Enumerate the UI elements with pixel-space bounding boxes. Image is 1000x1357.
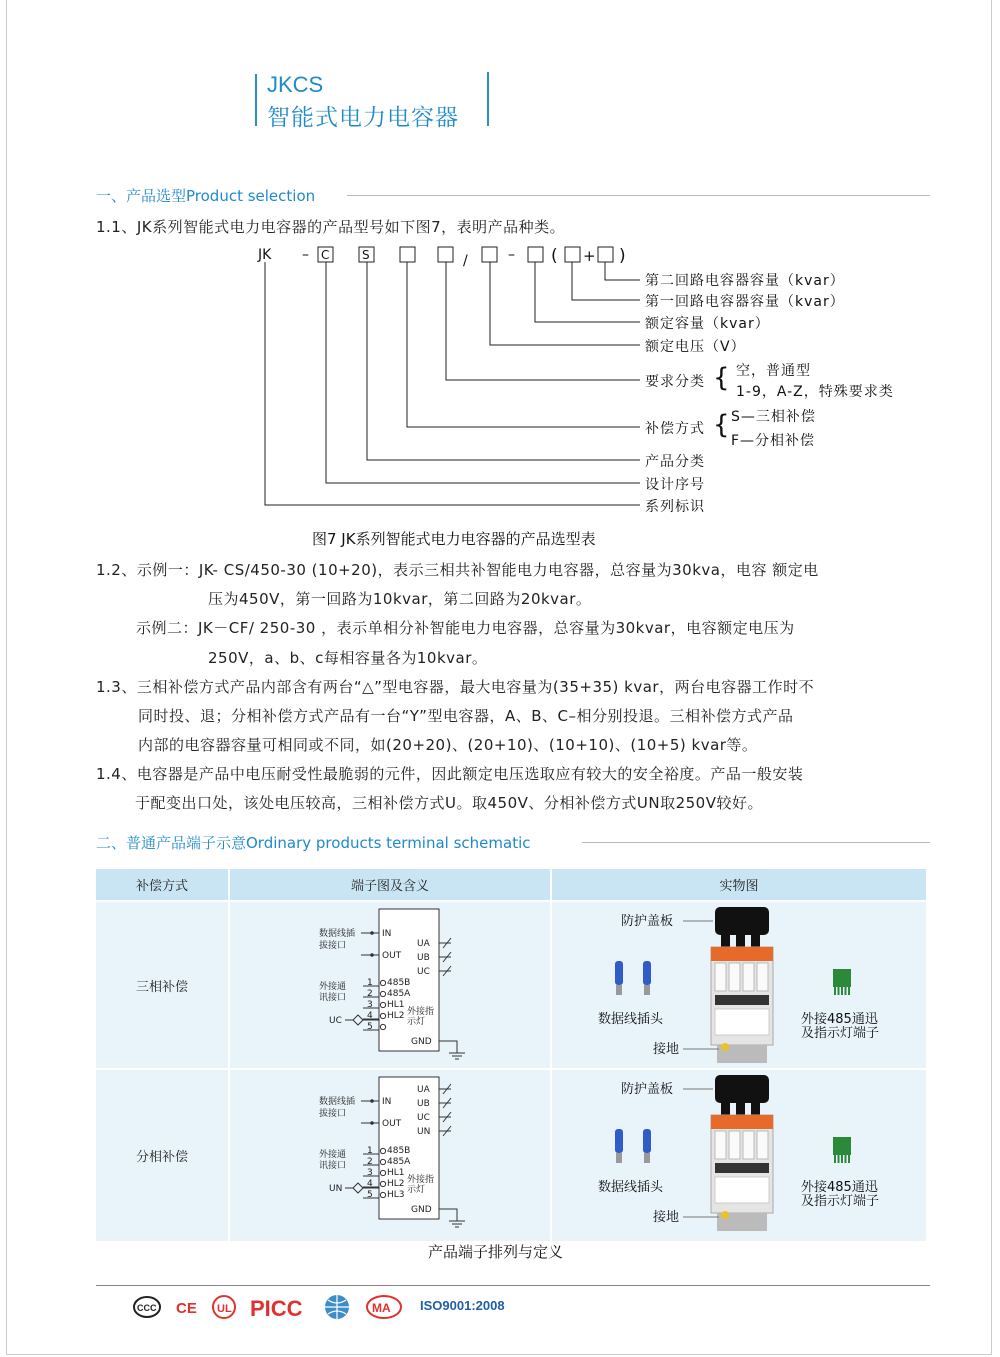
model-c: C — [321, 248, 330, 262]
box-volt — [438, 247, 453, 262]
label-protective-cover: 防护盖板 — [621, 914, 674, 929]
box-req — [400, 247, 415, 262]
brace-comp: { — [713, 410, 730, 440]
ccc-logo — [134, 1297, 160, 1317]
terminal-name: 485A — [387, 1157, 411, 1167]
plug-icon — [643, 1129, 651, 1153]
terminal-name: HL1 — [387, 1000, 405, 1010]
label-rated-cap: 额定容量（kvar） — [645, 316, 770, 332]
cover-clip — [721, 1101, 730, 1115]
pin-in: IN — [382, 1097, 392, 1107]
model-dash1: – — [302, 247, 309, 263]
para-1-4-a: 1.4、电容器是产品中电压耐受性最脆弱的元件，因此额定电压选取应有较大的安全裕度。产品一般安装 — [96, 765, 804, 783]
dot-in — [370, 931, 374, 935]
label-comm-port-2: 讯接口 — [319, 1161, 347, 1171]
ground-screw — [721, 1211, 729, 1219]
terminal-pin-green — [841, 987, 843, 995]
device-module — [757, 1131, 768, 1159]
terminal-number: 5 — [367, 1190, 373, 1200]
product-photo-three — [553, 903, 925, 1063]
device-label — [715, 1177, 769, 1203]
label-comm-port-1: 外接通 — [319, 982, 347, 992]
cert-logos — [132, 1294, 412, 1320]
label-ground: 接地 — [653, 1210, 680, 1225]
neutral-diamond — [353, 1183, 363, 1193]
terminal-name: HL3 — [387, 1190, 405, 1200]
label-indicator-1: 外接指 — [407, 1007, 435, 1017]
label-neutral: UC — [329, 1016, 342, 1026]
label-data-port-2: 拔接口 — [319, 941, 347, 951]
device-module — [729, 963, 740, 991]
ul-mark: UL — [217, 1303, 232, 1315]
terminal-name: HL2 — [387, 1011, 405, 1021]
th-photo: 实物图 — [551, 869, 927, 901]
device-module — [743, 1131, 754, 1159]
plug-pin — [644, 1153, 650, 1163]
cover-image — [715, 1075, 769, 1103]
phase-label: UC — [417, 1113, 430, 1123]
terminal-pin-green — [848, 987, 850, 995]
section1-title: 一、产品选型Product selection — [96, 187, 316, 205]
terminal-pin-green — [834, 987, 836, 995]
gnd-wire — [439, 1041, 457, 1053]
neutral-diamond — [353, 1015, 363, 1025]
label-design-no: 设计序号 — [645, 477, 705, 493]
cover-image — [715, 907, 769, 935]
dot-out — [370, 1121, 374, 1125]
model-plus: + — [583, 247, 596, 265]
label-ext-terminal-2: 及指示灯端子 — [801, 1194, 880, 1209]
terminal-pin-green — [848, 1155, 850, 1163]
label-data-port-2: 拔接口 — [319, 1109, 347, 1119]
model-lparen: ( — [551, 246, 558, 266]
terminal-name: 485A — [387, 989, 411, 999]
label-req-normal: 空，普通型 — [736, 363, 811, 379]
terminal-block-green — [833, 969, 851, 987]
label-ext-terminal-2: 及指示灯端子 — [801, 1026, 880, 1041]
terminal-diagram-cell — [229, 901, 551, 1069]
header-model: JKCS — [267, 72, 324, 97]
section2-rule — [582, 842, 930, 843]
label-req-special: 1-9，A-Z，特殊要求类 — [736, 384, 894, 400]
label-product-class: 产品分类 — [645, 454, 705, 470]
terminal-number: 4 — [367, 1179, 373, 1189]
pin-gnd: GND — [411, 1037, 432, 1047]
th-mode: 补偿方式 — [96, 869, 229, 901]
label-protective-cover: 防护盖板 — [621, 1082, 674, 1097]
photo-cell — [551, 901, 927, 1069]
label-data-port-1: 数据线插 — [319, 1097, 356, 1107]
cover-clip — [721, 933, 730, 947]
ground-screw — [721, 1043, 729, 1051]
pin-gnd: GND — [411, 1205, 432, 1215]
terminal-name: 485B — [387, 978, 411, 988]
label-ground: 接地 — [653, 1042, 680, 1057]
para-1-4-b: 于配变出口处，该处电压较高，三相补偿方式U。取450V、分相补偿方式UN取250V较好。 — [135, 794, 763, 812]
label-comm-port-2: 讯接口 — [319, 993, 347, 1003]
device-connector — [715, 995, 769, 1005]
table-row — [96, 901, 927, 1069]
terminal-number: 3 — [367, 1168, 373, 1178]
para-1-2-a: 1.2、示例一：JK- CS/450-30 (10+20)，表示三相共补智能电力电容器，总容量为30kva，电容 额定电 — [96, 561, 819, 579]
table-caption: 产品端子排列与定义 — [428, 1243, 564, 1261]
terminal-pin-green — [841, 1155, 843, 1163]
model-code-diagram — [0, 0, 1000, 530]
terminal-pin-green — [838, 1155, 840, 1163]
label-comp-three: S—三相补偿 — [731, 409, 816, 425]
cover-clip — [751, 933, 760, 947]
table-header-row — [96, 869, 927, 901]
cover-clip — [736, 1101, 745, 1115]
photo-cell — [551, 1069, 927, 1241]
plug-icon — [643, 961, 651, 985]
para-1-2-c: 示例二：JK－CF/ 250-30 ，表示单相分补智能电力电容器，总容量为30kvar，电容额定电压为 — [136, 619, 795, 637]
terminal-pin-green — [834, 1155, 836, 1163]
label-indicator-2: 示灯 — [407, 1017, 426, 1027]
iso-certification: ISO9001:2008 — [420, 1298, 505, 1313]
label-data-plug: 数据线插头 — [598, 1180, 664, 1195]
model-slash: / — [463, 253, 468, 269]
terminal-name: HL1 — [387, 1168, 405, 1178]
box-total — [528, 247, 543, 262]
box-cap — [482, 247, 497, 262]
plug-icon — [615, 961, 623, 985]
cma-logo — [367, 1296, 401, 1318]
terminal-number: 2 — [367, 1157, 373, 1167]
terminal-name: HL2 — [387, 1179, 405, 1189]
terminal-pin-green — [838, 987, 840, 995]
device-top-band — [711, 947, 773, 961]
pin-in: IN — [382, 929, 392, 939]
product-photo-split — [553, 1071, 925, 1236]
model-rparen: ) — [619, 246, 626, 266]
brace-req: { — [713, 363, 730, 393]
label-ext-terminal-1: 外接485通迅 — [801, 1180, 878, 1195]
label-data-port-1: 数据线插 — [319, 929, 356, 939]
plug-icon — [615, 1129, 623, 1153]
phase-label: UN — [417, 1127, 431, 1137]
th-terminal: 端子图及含义 — [229, 869, 551, 901]
box-loop1 — [565, 247, 580, 262]
device-top-band — [711, 1115, 773, 1129]
terminal-diagram-split — [231, 1071, 549, 1236]
device-label — [715, 1009, 769, 1035]
label-indicator-1: 外接指 — [407, 1175, 435, 1185]
label-ext-terminal-1: 外接485通迅 — [801, 1012, 878, 1027]
para-1-2-b: 压为450V，第一回路为10kvar，第二回路为20kvar。 — [208, 590, 592, 608]
label-comp-mode: 补偿方式 — [645, 421, 705, 437]
device-module — [757, 963, 768, 991]
table-row — [96, 1069, 927, 1241]
phase-label: UB — [417, 953, 430, 963]
device-connector — [715, 1163, 769, 1173]
terminal-number: 1 — [367, 978, 373, 988]
para-1-3-c: 内部的电容器容量可相同或不同，如(20+20)、(20+10)、(10+10)、(10+5) kvar等。 — [138, 736, 758, 754]
label-neutral: UN — [329, 1184, 343, 1194]
label-data-plug: 数据线插头 — [598, 1012, 664, 1027]
dot-out — [370, 953, 374, 957]
plug-pin — [644, 985, 650, 995]
cma-mark: MA — [372, 1301, 391, 1315]
device-module — [729, 1131, 740, 1159]
picc-logo: PICC — [250, 1296, 303, 1320]
footer-rule — [96, 1285, 930, 1286]
terminal-pin-green — [845, 987, 847, 995]
gnd-wire — [439, 1209, 457, 1221]
dot-in — [370, 1099, 374, 1103]
device-module — [715, 1131, 726, 1159]
terminal-name: 485B — [387, 1146, 411, 1156]
terminal-block-green — [833, 1137, 851, 1155]
header-title: 智能式电力电容器 — [267, 105, 459, 131]
device-module — [715, 963, 726, 991]
label-series-id: 系列标识 — [645, 499, 705, 515]
para-1-1: 1.1、JK系列智能式电力电容器的产品型号如下图7，表明产品种类。 — [96, 218, 566, 236]
phase-label: UC — [417, 967, 430, 977]
terminal-number: 4 — [367, 1011, 373, 1021]
para-1-3-a: 1.3、三相补偿方式产品内部含有两台“△”型电容器，最大电容量为(35+35) kvar，两台电容器工作时不 — [96, 678, 815, 696]
phase-label: UB — [417, 1099, 430, 1109]
ce-logo: CE — [176, 1300, 197, 1317]
pin-out: OUT — [382, 1119, 402, 1129]
model-s: S — [362, 248, 370, 262]
cover-clip — [751, 1101, 760, 1115]
cover-clip — [736, 933, 745, 947]
terminal-table — [96, 869, 928, 1241]
figure-caption: 图7 JK系列智能式电力电容器的产品选型表 — [312, 530, 596, 548]
box-loop2 — [598, 247, 613, 262]
pin-out: OUT — [382, 951, 402, 961]
terminal-number: 5 — [367, 1022, 373, 1032]
label-comm-port-1: 外接通 — [319, 1150, 347, 1160]
para-1-3-b: 同时投、退；分相补偿方式产品有一台“Y”型电容器，A、B、C–相分别投退。三相补偿方式产品 — [138, 707, 794, 725]
mode-split-phase: 分相补偿 — [96, 1069, 229, 1241]
label-loop2: 第二回路电容器容量（kvar） — [645, 273, 845, 289]
label-rated-volt: 额定电压（V） — [645, 339, 746, 355]
terminal-diagram-cell — [229, 1069, 551, 1241]
label-indicator-2: 示灯 — [407, 1185, 426, 1195]
label-req-class: 要求分类 — [645, 374, 705, 390]
section2-title: 二、普通产品端子示意Ordinary products terminal schematic — [96, 834, 531, 852]
label-loop1: 第一回路电容器容量（kvar） — [645, 294, 845, 310]
mode-three-phase: 三相补偿 — [96, 901, 229, 1069]
terminal-number: 1 — [367, 1146, 373, 1156]
plug-pin — [616, 985, 622, 995]
label-comp-split: F—分相补偿 — [731, 433, 816, 449]
ccc-mark: CCC — [137, 1303, 157, 1313]
phase-label: UA — [417, 1085, 430, 1095]
terminal-diagram-three — [231, 903, 549, 1063]
plug-pin — [616, 1153, 622, 1163]
para-1-2-d: 250V，a、b、c每相容量各为10kvar。 — [208, 649, 488, 667]
terminal-number: 3 — [367, 1000, 373, 1010]
model-dash2: – — [508, 247, 515, 263]
ul-logo — [213, 1296, 235, 1318]
device-module — [743, 963, 754, 991]
model-jk: JK — [258, 247, 272, 263]
terminal-number: 2 — [367, 989, 373, 999]
phase-label: UA — [417, 939, 430, 949]
globe-logo — [325, 1295, 349, 1319]
terminal-pin-green — [845, 1155, 847, 1163]
